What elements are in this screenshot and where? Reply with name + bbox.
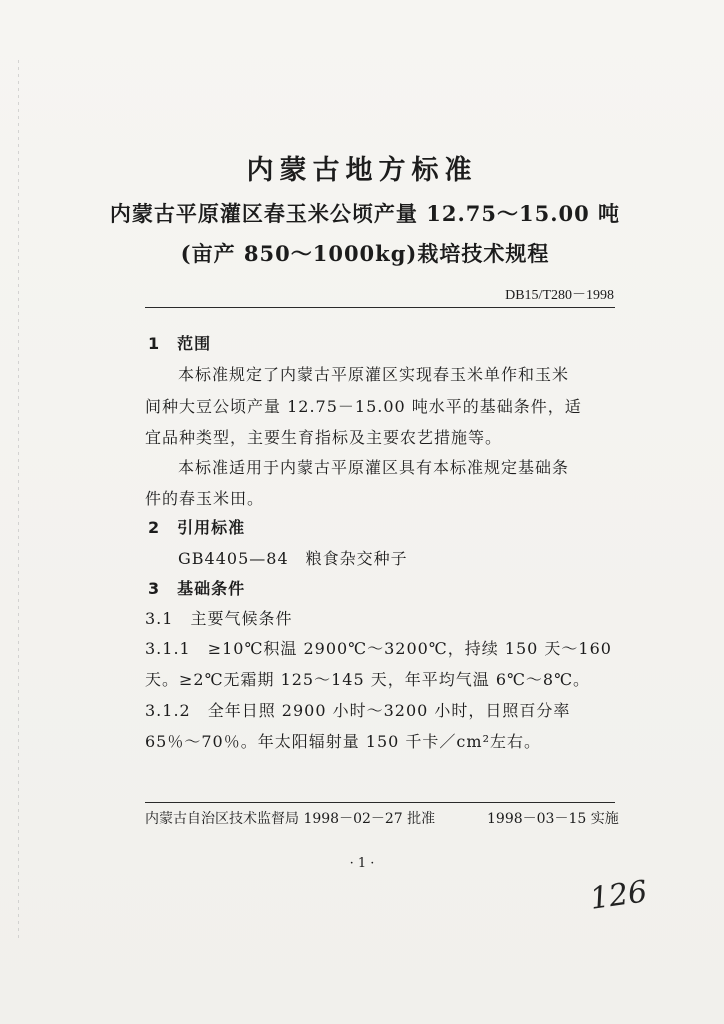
section-3-heading: 3 基础条件 bbox=[148, 579, 246, 598]
paragraph-line: 65％～70％。年太阳辐射量 150 千卡／cm²左右。 bbox=[145, 732, 541, 751]
page-number: · 1 · bbox=[349, 856, 375, 871]
standard-title: 内蒙古地方标准 bbox=[246, 155, 478, 186]
section-2-heading: 2 引用标准 bbox=[148, 518, 246, 537]
paragraph-line: 天。≥2℃无霜期 125～145 天，年平均气温 6℃～8℃。 bbox=[145, 670, 590, 689]
paragraph-line: 间种大豆公顷产量 12.75－15.00 吨水平的基础条件，适 bbox=[145, 397, 582, 416]
approval-note: 内蒙古自治区技术监督局 1998－02－27 批准 bbox=[145, 811, 436, 827]
scan-artifact-line bbox=[18, 60, 19, 940]
paragraph-line: 3.1.1 ≥10℃积温 2900℃～3200℃，持续 150 天～160 bbox=[145, 639, 612, 658]
paragraph-line: 宜品种类型，主要生育指标及主要农艺措施等。 bbox=[145, 428, 503, 447]
paragraph-line: 本标准适用于内蒙古平原灌区具有本标准规定基础条 bbox=[178, 458, 570, 477]
document-number: DB15/T280－1998 bbox=[505, 288, 614, 303]
reference-standard: GB4405—84 粮食杂交种子 bbox=[178, 549, 408, 568]
paragraph-line: 件的春玉米田。 bbox=[145, 489, 265, 508]
section-1-heading: 1 范围 bbox=[148, 334, 212, 353]
paragraph-line: 3.1.2 全年日照 2900 小时～3200 小时，日照百分率 bbox=[145, 701, 571, 720]
handwritten-page-mark: 126 bbox=[587, 874, 650, 917]
footer-divider bbox=[145, 802, 615, 803]
header-divider bbox=[145, 307, 615, 308]
paragraph-line: 本标准规定了内蒙古平原灌区实现春玉米单作和玉米 bbox=[178, 365, 570, 384]
section-3-1-heading: 3.1 主要气候条件 bbox=[145, 609, 293, 628]
effective-date: 1998－03－15 实施 bbox=[487, 811, 619, 827]
document-title-line-1: 内蒙古平原灌区春玉米公顷产量 12.75～15.00 吨 bbox=[109, 201, 621, 226]
document-title-line-2: (亩产 850～1000kg)栽培技术规程 bbox=[180, 241, 550, 266]
